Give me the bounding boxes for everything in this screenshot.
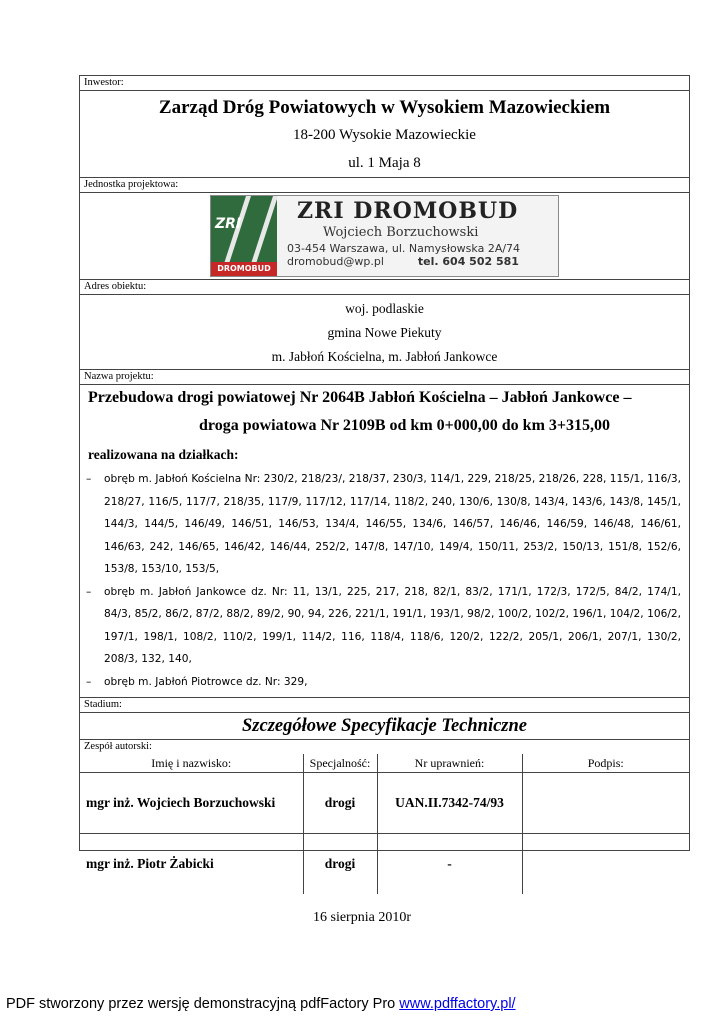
pdf-footer [6,996,516,1012]
investor-street: ul. 1 Maja 8 [348,155,421,171]
road-logo-icon [211,196,277,276]
table-row [80,834,689,895]
authors-label: Zespół autorski: [84,741,152,752]
dromobud-logo [210,195,559,277]
author-name: mgr inż. Piotr Żabicki [80,834,303,895]
project-title-line1: Przebudowa drogi powiatowej Nr 2064B Jabłoń Kościelna – Jabłoń Jankowce – [88,389,632,406]
project-title-line2: droga powiatowa Nr 2109B od km 0+000,00 do km 3+315,00 [199,417,611,434]
plot-text: obręb m. Jabłoń Jankowce dz. Nr: 11, 13/1, 225, 217, 218, 82/1, 83/2, 171/1, 172/3, 172/5, 84/2, 174/1, 84/3, 85/2, 86/2, 87/2, 88/2, 89/2, 90, 94, 226, 221/1, 191/1, 193/1, 98/2, 100/2, 102/2, 196/1, 104/2, 106/2, 197/1, 198/1, 108/2, 110/2, 199/1, 114/2, 116, 118/4, 118/6, 120/2, 122/2, 205/1, 206/1, 207/1, 130/2, 208/3, 132, 140, [104,585,681,665]
list-item: – obręb m. Jabłoń Jankowce dz. Nr: 11, 13/1, 225, 217, 218, 82/1, 83/2, 171/1, 172/3, 172/5, 84/2, 174/1, 84/3, 85/2, 86/2, 87/2, 88/2, 89/2, 90, 94, 226, 221/1, 191/1, 193/1, 98/2, 100/2, 102/2, 196/1, 104/2, 106/2, 197/1, 198/1, 108/2, 110/2, 199/1, 114/2, 116, 118/4, 118/6, 120/2, 122/2, 205/1, 206/1, 207/1, 130/2, 208/3, 132, 140, [86,585,681,665]
design-unit-section [80,193,689,280]
plots-list [80,468,689,693]
title-page-frame [79,75,690,871]
object-address-label: Adres obiektu: [80,280,689,295]
logo-brand: ZRI DROMOBUD [297,198,519,224]
stage-title: Szczegółowe Specyfikacje Techniczne [80,713,689,740]
logo-badge-top: ZRI [215,216,242,232]
author-signature [522,773,689,834]
author-specialty: drogi [303,773,377,834]
voivodeship: woj. podlaskie [345,301,424,316]
author-signature [522,834,689,895]
localities: m. Jabłoń Kościelna, m. Jabłoń Jankowce [271,349,498,364]
pdffactory-link[interactable]: www.pdffactory.pl/ [399,996,516,1012]
list-item: – obręb m. Jabłoń Kościelna Nr: 230/2, 218/23/, 218/37, 230/3, 114/1, 229, 218/25, 218/26, 228, 115/1, 116/3, 218/27, 116/5, 117/7, 218/35, 117/9, 117/12, 117/14, 118/2, 240, 130/6, 130/8, 143/4, 143/6, 143/8, 145/1, 144/3, 144/5, 146/49, 146/51, 146/53, 134/4, 146/55, 134/6, 146/57, 146/46, 146/59, 146/48, 146/61, 146/63, 242, 146/65, 146/42, 146/44, 252/2, 147/8, 147/10, 149/4, 150/11, 253/2, 150/13, 151/8, 152/6, 153/8, 153/10, 153/5, [86,473,681,575]
pdf-footer-text: PDF stworzony przez wersję demonstracyjną pdfFactory Pro [6,996,400,1012]
object-address-section [80,295,689,370]
stage-label: Stadium: [80,698,689,713]
logo-phone: tel. 604 502 581 [417,255,519,268]
logo-badge-bottom: DROMOBUD [211,262,277,276]
header-specialty: Specjalność: [303,754,377,773]
header-license: Nr uprawnień: [377,754,522,773]
document-date: 16 sierpnia 2010r [313,910,411,925]
author-license: - [377,834,522,895]
logo-person: Wojciech Borzuchowski [323,225,479,240]
logo-email: dromobud@wp.pl [287,255,384,268]
table-header-row [80,754,689,773]
project-label: Nazwa projektu: [80,370,689,385]
realized-on-label: realizowana na działkach: [88,447,239,462]
logo-address: 03-454 Warszawa, ul. Namysłowska 2A/74 [287,242,521,255]
author-license: UAN.II.7342-74/93 [377,773,522,834]
project-section [80,385,689,698]
list-item: – obręb m. Jabłoń Piotrowce dz. Nr: 329, [86,675,308,688]
plot-text: obręb m. Jabłoń Kościelna Nr: 230/2, 218/23/, 218/37, 230/3, 114/1, 229, 218/25, 218/26, 228, 115/1, 116/3, 218/27, 116/5, 117/7, 218/35, 117/9, 117/12, 117/14, 118/2, 240, 130/6, 130/8, 143/4, 143/6, 143/8, 145/1, 144/3, 144/5, 146/49, 146/51, 146/53, 134/4, 146/55, 134/6, 146/57, 146/46, 146/59, 146/48, 146/61, 146/63, 242, 146/65, 146/42, 146/44, 252/2, 147/8, 147/10, 149/4, 150/11, 253/2, 150/13, 151/8, 152/6, 153/8, 153/10, 153/5, [104,473,681,575]
investor-label: Inwestor: [80,76,689,91]
authors-table [80,754,689,894]
plot-text: obręb m. Jabłoń Piotrowce dz. Nr: 329, [104,675,308,688]
investor-section [80,95,689,178]
table-row [80,773,689,834]
header-name: Imię i nazwisko: [80,754,303,773]
author-name: mgr inż. Wojciech Borzuchowski [80,773,303,834]
header-signature: Podpis: [522,754,689,773]
investor-city: 18-200 Wysokie Mazowieckie [293,127,476,143]
design-unit-label: Jednostka projektowa: [80,178,689,193]
investor-name: Zarząd Dróg Powiatowych w Wysokiem Mazowieckiem [158,97,611,118]
author-specialty: drogi [303,834,377,895]
commune: gmina Nowe Piekuty [327,325,442,340]
